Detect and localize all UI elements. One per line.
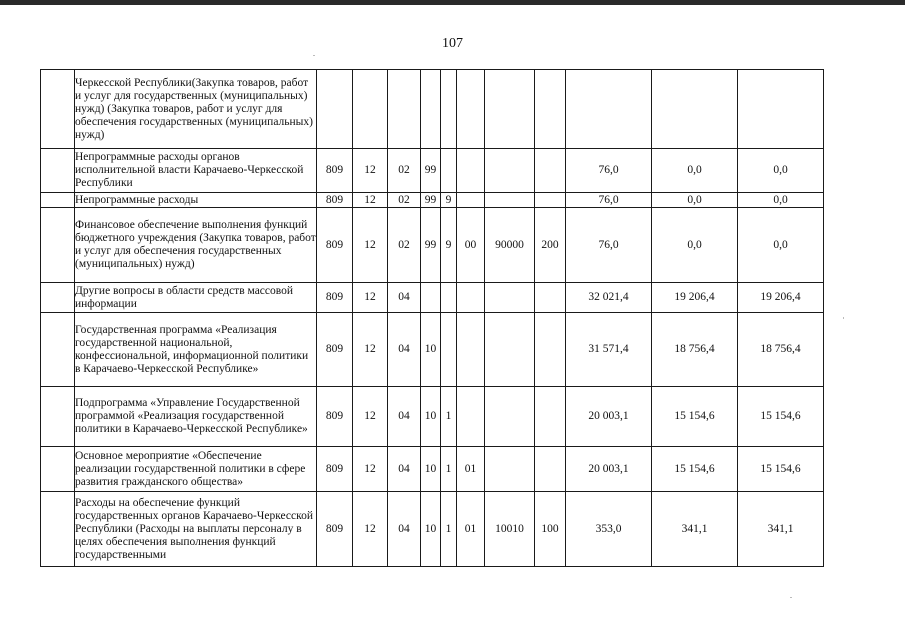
scan-speck xyxy=(790,597,792,598)
amount-year-1: 76,0 xyxy=(566,149,652,193)
amount-year-2: 0,0 xyxy=(652,149,738,193)
section-code: 12 xyxy=(353,149,388,193)
program-code xyxy=(421,70,441,149)
section-code: 12 xyxy=(353,447,388,492)
scan-speck xyxy=(313,55,315,56)
expense-name: Расходы на обеспечение функций государственных органов Карачаево-Черкесской Республики (Расходы на выплаты персоналу в целях обеспечения выполнения функций государственными xyxy=(75,492,317,567)
subprogram-code: 9 xyxy=(441,193,457,208)
event-code: 01 xyxy=(457,492,485,567)
event-code xyxy=(457,70,485,149)
amount-year-3: 18 756,4 xyxy=(738,313,824,387)
program-code: 99 xyxy=(421,149,441,193)
expense-type-code xyxy=(535,387,566,447)
ministry-code: 809 xyxy=(317,208,353,283)
direction-code xyxy=(485,70,535,149)
amount-year-1: 20 003,1 xyxy=(566,387,652,447)
amount-year-2: 341,1 xyxy=(652,492,738,567)
expense-type-code xyxy=(535,447,566,492)
expense-name: Черкесской Республики(Закупка товаров, работ и услуг для государственных (муниципальных) нужд) (Закупка товаров, работ и услуг для обеспечения государственных (муниципальных) нужд) xyxy=(75,70,317,149)
program-code: 99 xyxy=(421,208,441,283)
amount-year-1: 32 021,4 xyxy=(566,283,652,313)
amount-year-3: 0,0 xyxy=(738,193,824,208)
table-row xyxy=(41,447,824,492)
direction-code xyxy=(485,313,535,387)
subprogram-code xyxy=(441,70,457,149)
ministry-code: 809 xyxy=(317,447,353,492)
subprogram-code: 1 xyxy=(441,492,457,567)
direction-code xyxy=(485,387,535,447)
scan-speck xyxy=(843,317,844,319)
direction-code: 10010 xyxy=(485,492,535,567)
subprogram-code xyxy=(441,283,457,313)
amount-year-2: 15 154,6 xyxy=(652,387,738,447)
amount-year-3: 19 206,4 xyxy=(738,283,824,313)
section-code: 12 xyxy=(353,208,388,283)
table-row xyxy=(41,208,824,283)
amount-year-3: 0,0 xyxy=(738,149,824,193)
row-number-cell xyxy=(41,193,75,208)
amount-year-1 xyxy=(566,70,652,149)
table-row xyxy=(41,70,824,149)
amount-year-3: 0,0 xyxy=(738,208,824,283)
subprogram-code: 1 xyxy=(441,387,457,447)
expense-name: Финансовое обеспечение выполнения функций бюджетного учреждения (Закупка товаров, работ и услуг для обеспечения государственных (муниципальных) нужд) xyxy=(75,208,317,283)
direction-code xyxy=(485,447,535,492)
subsection-code: 04 xyxy=(388,283,421,313)
ministry-code xyxy=(317,70,353,149)
expense-name: Непрограммные расходы органов исполнительной власти Карачаево-Черкесской Республики xyxy=(75,149,317,193)
amount-year-1: 31 571,4 xyxy=(566,313,652,387)
expense-type-code xyxy=(535,193,566,208)
expense-type-code xyxy=(535,283,566,313)
direction-code: 90000 xyxy=(485,208,535,283)
section-code: 12 xyxy=(353,313,388,387)
table-row xyxy=(41,387,824,447)
program-code: 10 xyxy=(421,447,441,492)
event-code: 01 xyxy=(457,447,485,492)
direction-code xyxy=(485,283,535,313)
program-code: 99 xyxy=(421,193,441,208)
expense-name: Государственная программа «Реализация государственной национальной, конфессиональной, информационной политики в Карачаево-Черкесской Республике» xyxy=(75,313,317,387)
amount-year-3: 15 154,6 xyxy=(738,387,824,447)
row-number-cell xyxy=(41,447,75,492)
amount-year-1: 76,0 xyxy=(566,208,652,283)
subsection-code xyxy=(388,70,421,149)
row-number-cell xyxy=(41,492,75,567)
direction-code xyxy=(485,149,535,193)
amount-year-2: 18 756,4 xyxy=(652,313,738,387)
amount-year-2: 0,0 xyxy=(652,208,738,283)
expense-type-code xyxy=(535,313,566,387)
budget-table xyxy=(40,69,824,567)
expense-name: Непрограммные расходы xyxy=(75,193,317,208)
amount-year-3: 15 154,6 xyxy=(738,447,824,492)
amount-year-2 xyxy=(652,70,738,149)
row-number-cell xyxy=(41,283,75,313)
subprogram-code: 9 xyxy=(441,208,457,283)
amount-year-1: 353,0 xyxy=(566,492,652,567)
subprogram-code xyxy=(441,149,457,193)
amount-year-2: 19 206,4 xyxy=(652,283,738,313)
row-number-cell xyxy=(41,208,75,283)
ministry-code: 809 xyxy=(317,492,353,567)
program-code: 10 xyxy=(421,492,441,567)
subsection-code: 02 xyxy=(388,193,421,208)
subsection-code: 04 xyxy=(388,492,421,567)
amount-year-2: 0,0 xyxy=(652,193,738,208)
expense-name: Подпрограмма «Управление Государственной программой «Реализация государственной политики в Карачаево-Черкесской Республике» xyxy=(75,387,317,447)
subprogram-code xyxy=(441,313,457,387)
ministry-code: 809 xyxy=(317,149,353,193)
direction-code xyxy=(485,193,535,208)
row-number-cell xyxy=(41,387,75,447)
row-number-cell xyxy=(41,70,75,149)
table-row xyxy=(41,149,824,193)
subsection-code: 04 xyxy=(388,313,421,387)
section-code: 12 xyxy=(353,387,388,447)
program-code xyxy=(421,283,441,313)
expense-type-code xyxy=(535,70,566,149)
subprogram-code: 1 xyxy=(441,447,457,492)
expense-type-code: 100 xyxy=(535,492,566,567)
table-row xyxy=(41,193,824,208)
row-number-cell xyxy=(41,313,75,387)
amount-year-3: 341,1 xyxy=(738,492,824,567)
amount-year-1: 20 003,1 xyxy=(566,447,652,492)
ministry-code: 809 xyxy=(317,283,353,313)
expense-type-code: 200 xyxy=(535,208,566,283)
subsection-code: 02 xyxy=(388,149,421,193)
program-code: 10 xyxy=(421,313,441,387)
amount-year-3 xyxy=(738,70,824,149)
table-row xyxy=(41,313,824,387)
page-number: 107 xyxy=(442,36,463,51)
section-code: 12 xyxy=(353,492,388,567)
section-code: 12 xyxy=(353,283,388,313)
section-code xyxy=(353,70,388,149)
event-code xyxy=(457,149,485,193)
ministry-code: 809 xyxy=(317,387,353,447)
amount-year-1: 76,0 xyxy=(566,193,652,208)
event-code xyxy=(457,283,485,313)
section-code: 12 xyxy=(353,193,388,208)
program-code: 10 xyxy=(421,387,441,447)
table-row xyxy=(41,492,824,567)
event-code xyxy=(457,313,485,387)
ministry-code: 809 xyxy=(317,193,353,208)
event-code xyxy=(457,193,485,208)
event-code xyxy=(457,387,485,447)
table-row xyxy=(41,283,824,313)
expense-name: Основное мероприятие «Обеспечение реализации государственной политики в сфере развития гражданского общества» xyxy=(75,447,317,492)
subsection-code: 04 xyxy=(388,387,421,447)
amount-year-2: 15 154,6 xyxy=(652,447,738,492)
subsection-code: 04 xyxy=(388,447,421,492)
scan-top-edge xyxy=(0,0,905,5)
ministry-code: 809 xyxy=(317,313,353,387)
expense-name: Другие вопросы в области средств массовой информации xyxy=(75,283,317,313)
subsection-code: 02 xyxy=(388,208,421,283)
event-code: 00 xyxy=(457,208,485,283)
row-number-cell xyxy=(41,149,75,193)
table-body xyxy=(41,70,824,567)
expense-type-code xyxy=(535,149,566,193)
